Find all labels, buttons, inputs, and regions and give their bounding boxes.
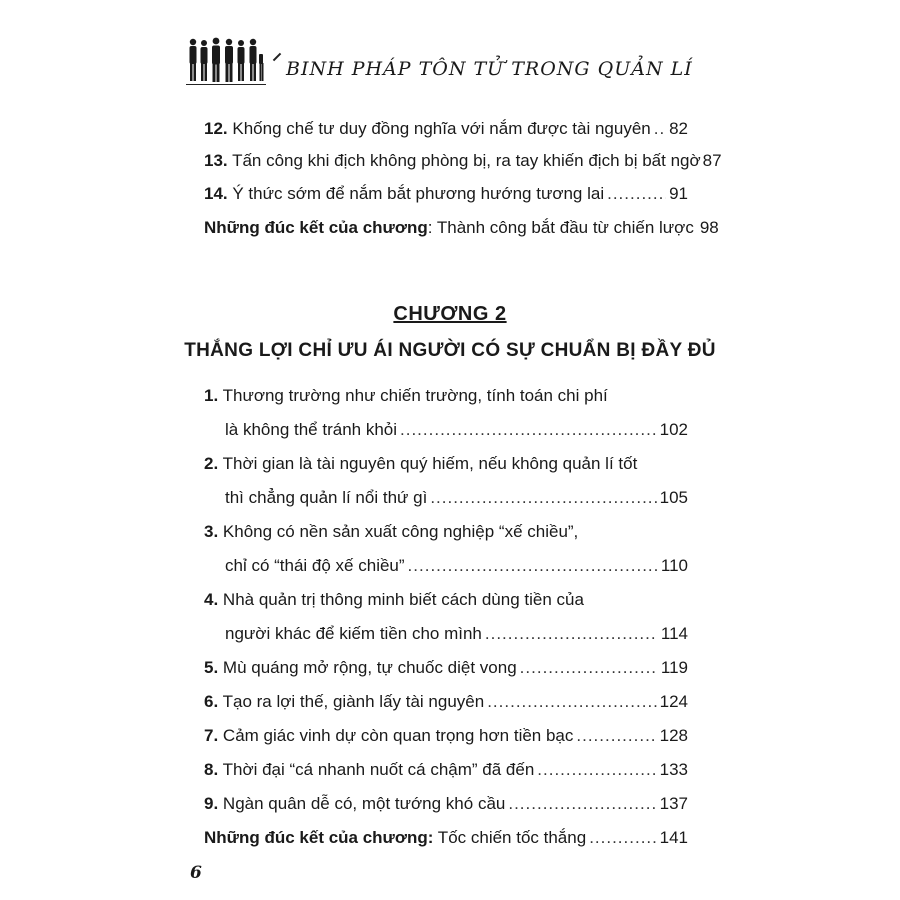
page-number: 6	[190, 863, 202, 883]
entry-number: 9.	[204, 794, 219, 813]
entry-title: Tấn công khi địch không phòng bị, ra tay khiến địch bị bất ngờ	[232, 151, 701, 170]
toc-entry-14[interactable]	[204, 182, 688, 206]
entry-title-line2: thì chẳng quản lí nổi thứ gì	[225, 488, 428, 507]
entry-title-line2: người khác để kiếm tiền cho mình	[225, 624, 482, 643]
entry-page: 114	[660, 624, 688, 643]
toc-summary-1[interactable]	[204, 216, 719, 240]
entry-page: 82	[669, 119, 688, 138]
entry-title-line1: Thương trường như chiến trường, tính toán chi phí	[222, 386, 608, 405]
leader-dots	[520, 656, 658, 680]
entry-number: 14.	[204, 184, 228, 203]
entry-page: 110	[660, 556, 688, 575]
entry-number: 12.	[204, 119, 228, 138]
leader-dots	[537, 758, 656, 782]
toc-entry-13[interactable]	[204, 149, 722, 173]
header-rule	[186, 84, 266, 85]
running-header	[186, 36, 746, 86]
entry-title: Cảm giác vinh dự còn quan trọng hơn tiền bạc	[222, 726, 574, 745]
entry-number: 1.	[204, 386, 219, 405]
summary-text: : Thành công bắt đầu từ chiến lược	[427, 218, 694, 237]
entry-number: 3.	[204, 522, 219, 541]
toc-entry-8[interactable]	[204, 758, 688, 782]
entry-number: 13.	[204, 151, 228, 170]
chapter-number: CHƯƠNG 2	[393, 303, 507, 325]
entry-title: Tạo ra lợi thế, giành lấy tài nguyên	[222, 692, 485, 711]
leader-dots	[485, 622, 658, 646]
entry-page: 124	[659, 692, 688, 711]
entry-title-line1: Nhà quản trị thông minh biết cách dùng tiền của	[222, 590, 584, 609]
entry-page: 141	[659, 828, 688, 847]
toc-entry-9[interactable]	[204, 792, 688, 816]
entry-number: 5.	[204, 658, 219, 677]
entry-title: Ngàn quân dễ có, một tướng khó cầu	[222, 794, 506, 813]
leader-dots	[607, 182, 666, 206]
entry-title: Khống chế tư duy đồng nghĩa với nắm được tài nguyên	[232, 119, 651, 138]
entry-page: 102	[659, 420, 688, 439]
entry-page: 87	[702, 151, 722, 170]
entry-number: 7.	[204, 726, 219, 745]
leader-dots	[508, 792, 656, 816]
summary-text: Tốc chiến tốc thắng	[433, 828, 587, 847]
toc-entry-2[interactable]	[204, 452, 688, 510]
entry-page: 91	[669, 184, 688, 203]
entry-number: 4.	[204, 590, 219, 609]
entry-title-line2: chỉ có “thái độ xế chiều”	[225, 556, 405, 575]
chapter-title: THẮNG LỢI CHỈ ƯU ÁI NGƯỜI CÓ SỰ CHUẨN BỊ ĐẦY ĐỦ	[184, 340, 716, 361]
entry-title: Thời đại “cá nhanh nuốt cá chậm” đã đến	[222, 760, 535, 779]
toc-entry-3[interactable]	[204, 520, 688, 578]
leader-dots	[654, 117, 666, 141]
entry-title: Mù quáng mở rộng, tự chuốc diệt vong	[222, 658, 517, 677]
business-people-silhouettes-icon	[186, 36, 266, 84]
entry-page: 105	[659, 488, 688, 507]
leader-dots	[576, 724, 656, 748]
entry-page: 128	[659, 726, 688, 745]
entry-title-line1: Thời gian là tài nguyên quý hiếm, nếu không quản lí tốt	[222, 454, 638, 473]
toc-entry-4[interactable]	[204, 588, 688, 646]
entry-number: 2.	[204, 454, 219, 473]
toc-entry-7[interactable]	[204, 724, 688, 748]
toc-summary-2[interactable]	[204, 826, 688, 850]
leader-dots	[400, 418, 657, 442]
entry-page: 133	[659, 760, 688, 779]
entry-page: 119	[660, 658, 688, 677]
entry-number: 6.	[204, 692, 219, 711]
toc-entry-6[interactable]	[204, 690, 688, 714]
entry-title-line2: là không thể tránh khỏi	[225, 420, 398, 439]
entry-number: 8.	[204, 760, 219, 779]
entry-page: 98	[699, 218, 719, 237]
toc-entry-1[interactable]	[204, 384, 688, 442]
leader-dots	[408, 554, 658, 578]
entry-title: Ý thức sớm để nắm bắt phương hướng tương lai	[232, 184, 605, 203]
entry-title-line1: Không có nền sản xuất công nghiệp “xế chiều”,	[222, 522, 579, 541]
toc-entry-12[interactable]	[204, 117, 688, 141]
entry-page: 137	[659, 794, 688, 813]
summary-label: Những đúc kết của chương:	[204, 828, 434, 847]
toc-entry-5[interactable]	[204, 656, 688, 680]
leader-dots	[487, 690, 656, 714]
header-slash	[273, 53, 281, 61]
leader-dots	[589, 826, 656, 850]
summary-label: Những đúc kết của chương	[204, 218, 428, 237]
leader-dots	[430, 486, 656, 510]
header-title: BINH PHÁP TÔN TỬ TRONG QUẢN LÍ	[286, 58, 693, 80]
